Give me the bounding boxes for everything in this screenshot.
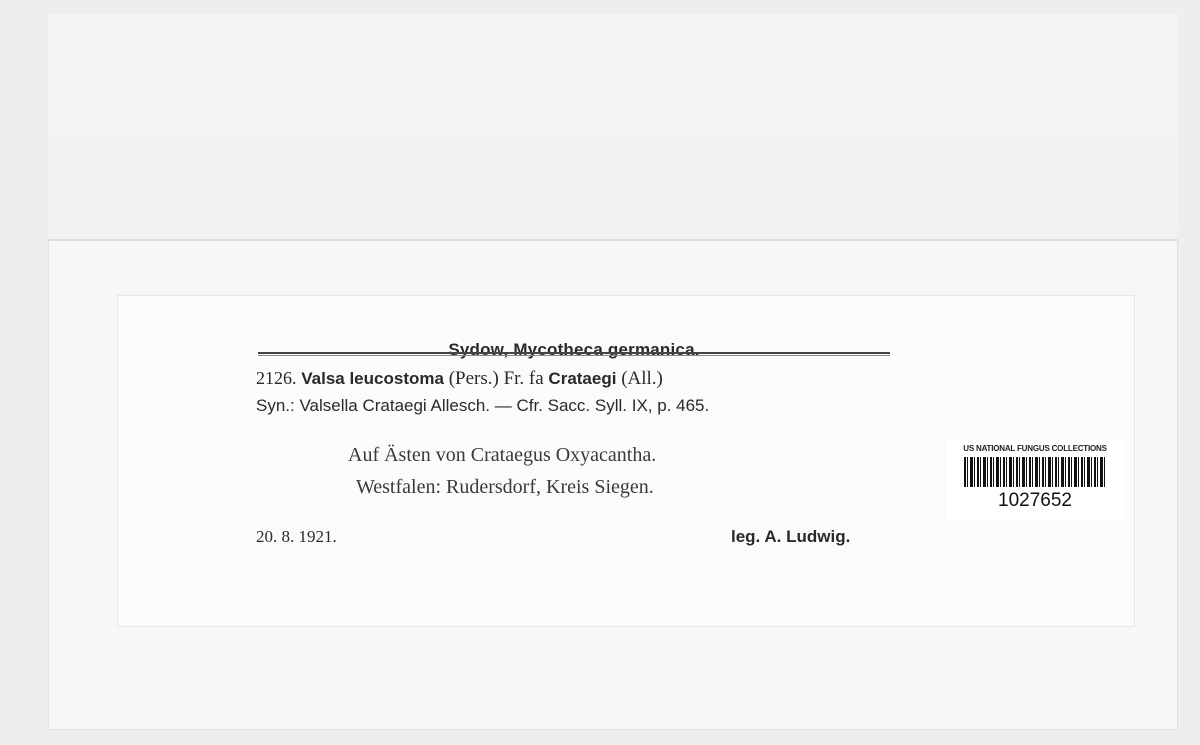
variety-name: Crataegi — [548, 369, 617, 388]
barcode-number: 1027652 — [998, 490, 1072, 511]
barcode-bars — [964, 457, 1106, 487]
title-rule — [258, 352, 890, 356]
locality-line: Westfalen: Rudersdorf, Kreis Siegen. — [356, 476, 654, 498]
barcode-header: US NATIONAL FUNGUS COLLECTIONS — [963, 444, 1107, 453]
synonym-line: Syn.: Valsella Crataegi Allesch. — Cfr. Sacc. Syll. IX, p. 465. — [256, 396, 710, 415]
species-name: Valsa leucostoma — [301, 369, 444, 388]
species-line — [256, 368, 663, 390]
collector: leg. A. Ludwig. — [731, 527, 851, 546]
label-title: Sydow, Mycotheca germanica. — [448, 340, 700, 359]
envelope-flap — [48, 14, 1178, 241]
barcode-label — [946, 440, 1124, 520]
variety-author: (All.) — [621, 368, 663, 389]
species-authors: (Pers.) Fr. fa — [448, 368, 544, 389]
exsiccata-number: 2126. — [256, 368, 297, 388]
host-line: Auf Ästen von Crataegus Oxyacantha. — [348, 444, 657, 466]
collection-date: 20. 8. 1921. — [256, 527, 337, 546]
